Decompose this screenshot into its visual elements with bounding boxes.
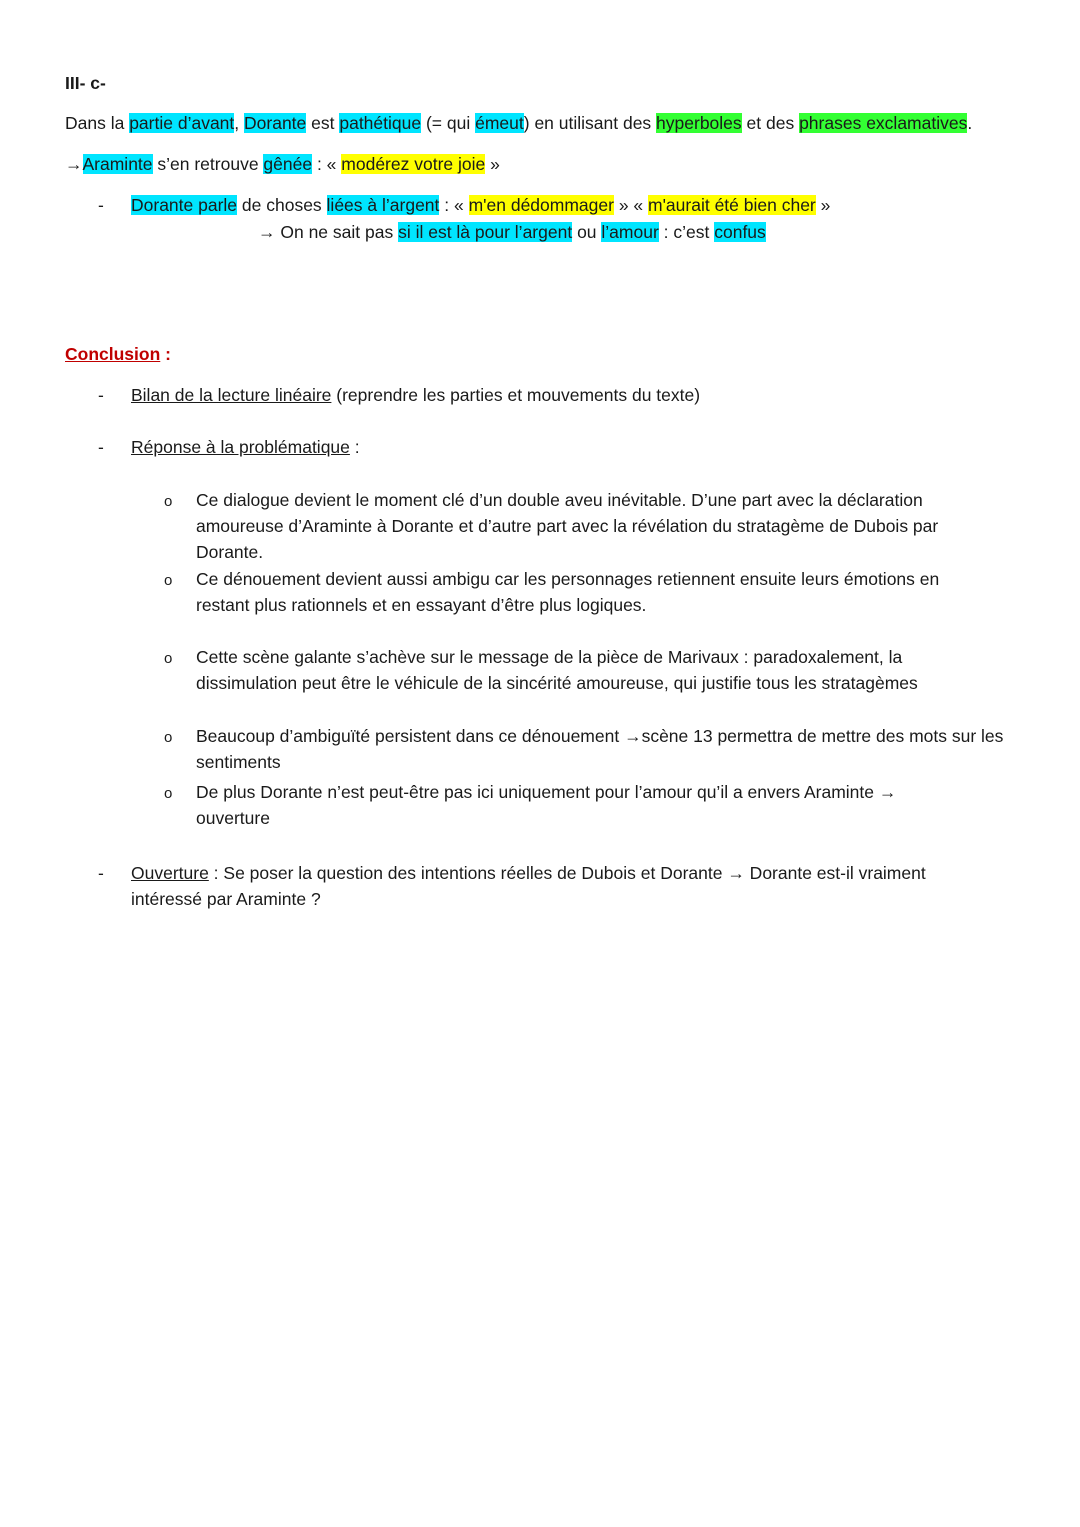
text: »: [485, 154, 500, 174]
dash-bullet: -: [98, 863, 104, 883]
point-3: Cette scène galante s’achève sur le message de la pièce de Marivaux : paradoxalement, la dissimulation peut être le véhicule de la sincérité amoureuse, qui justifie tous les stratagèmes: [196, 647, 918, 693]
text: de choses: [237, 195, 327, 215]
arrow-icon: →: [65, 154, 83, 174]
bullet-1-line: [131, 192, 830, 218]
text: : «: [439, 195, 469, 215]
paragraph-2: [65, 151, 500, 177]
text: ,: [234, 113, 245, 133]
circle-bullet: o: [164, 572, 173, 589]
point-4: Beaucoup d’ambiguïté persistent dans ce dénouement →scène 13 permettra de mettre des mots sur les sentiments: [196, 726, 1004, 772]
bilan-text: (reprendre les parties et mouvements du texte): [331, 385, 701, 405]
bilan-label: Bilan de la lecture linéaire: [131, 385, 332, 405]
text: ou: [572, 222, 602, 242]
highlight: Araminte: [82, 154, 153, 174]
highlight: m'en dédommager: [468, 195, 614, 215]
text: → On ne sait pas: [258, 222, 399, 242]
conclusion-title: [65, 341, 171, 367]
text: est: [306, 113, 340, 133]
ouverture-text: : Se poser la question des intentions réelles de Dubois et Dorante → Dorante est-il vraiment intéressé par Araminte ?: [131, 863, 926, 909]
highlight: émeut: [475, 113, 524, 133]
paragraph-1: [65, 110, 972, 136]
reponse-colon: :: [349, 437, 360, 457]
highlight: m'aurait été bien cher: [648, 195, 816, 215]
section-title: III- c-: [65, 73, 106, 93]
ouverture-paragraph: [131, 860, 981, 912]
highlight: gênée: [263, 154, 313, 174]
highlight: phrases exclamatives: [799, 113, 968, 133]
text: »: [815, 195, 831, 215]
bilan-line: [131, 382, 700, 408]
bullet-1-subline: [258, 219, 766, 245]
highlight: hyperboles: [656, 113, 742, 133]
ouverture-label: Ouverture: [131, 863, 209, 883]
text: et des: [741, 113, 800, 133]
text: Dans la: [65, 113, 130, 133]
highlight: liées à l’argent: [326, 195, 440, 215]
text: .: [967, 113, 973, 133]
circle-bullet: o: [164, 785, 173, 802]
circle-bullet: o: [164, 650, 173, 667]
text: : «: [312, 154, 342, 174]
circle-bullet: o: [164, 729, 173, 746]
text: ) en utilisant des: [523, 113, 657, 133]
point-5: De plus Dorante n’est peut-être pas ici uniquement pour l’amour qu’il a envers Araminte → ouverture: [196, 782, 897, 828]
highlight: si il est là pour l’argent: [398, 222, 573, 242]
highlight: confus: [714, 222, 766, 242]
point-1: Ce dialogue devient le moment clé d’un double aveu inévitable. D’une part avec la déclaration amoureuse d’Araminte à Dorante et d’autre part avec la révélation du stratagème de Dubois par Dorante.: [196, 490, 939, 562]
reponse-label: Réponse à la problématique: [131, 437, 350, 457]
conclusion-colon: :: [160, 344, 171, 364]
highlight: Dorante parle: [131, 195, 238, 215]
highlight: pathétique: [339, 113, 422, 133]
highlight: Dorante: [244, 113, 307, 133]
reponse-line: [131, 434, 360, 460]
circle-bullet: o: [164, 493, 173, 510]
dash-bullet: -: [98, 437, 104, 457]
point-2: Ce dénouement devient aussi ambigu car les personnages retiennent ensuite leurs émotions en restant plus rationnels et en essayant d’être plus logiques.: [196, 569, 940, 615]
highlight: partie d’avant: [129, 113, 235, 133]
text: » «: [613, 195, 649, 215]
text: : c’est: [658, 222, 715, 242]
conclusion-label: Conclusion: [65, 344, 161, 364]
dash-bullet: -: [98, 195, 104, 215]
highlight: modérez votre joie: [341, 154, 486, 174]
dash-bullet: -: [98, 385, 104, 405]
text: (= qui: [421, 113, 476, 133]
text: s’en retrouve: [152, 154, 264, 174]
highlight: l’amour: [601, 222, 659, 242]
